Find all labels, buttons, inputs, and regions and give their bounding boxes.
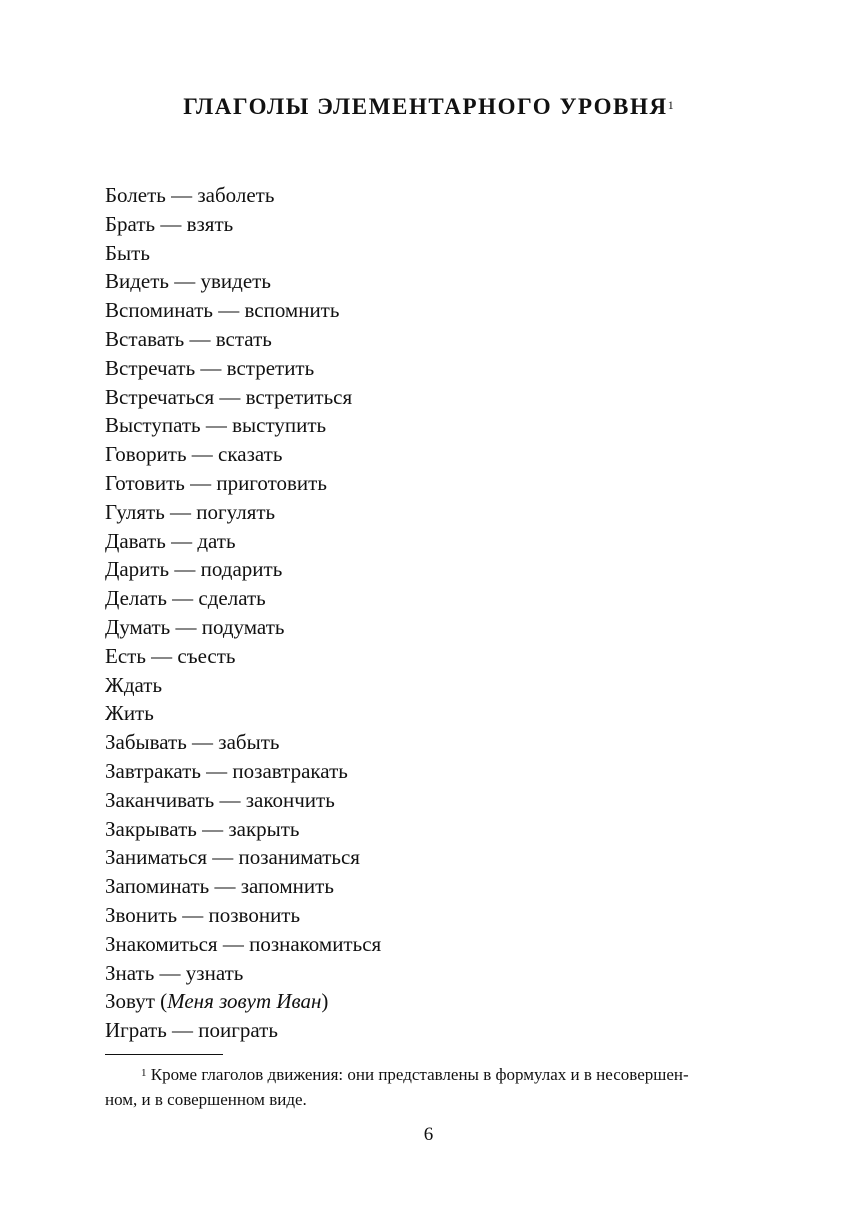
verb-item: Брать — взять [105, 211, 234, 236]
verb-item: Играть — поиграть [105, 1018, 278, 1043]
verb-item: Знакомиться — познакомиться [105, 931, 382, 956]
verb-item: Быть [105, 240, 150, 265]
verb-item: Ждать [105, 672, 163, 697]
verb-item: Дарить — подарить [105, 557, 283, 582]
footnote [105, 1062, 767, 1112]
verb-item: Выступать — выступить [105, 413, 327, 438]
verb-zovut-text: Зовут ( [105, 989, 168, 1014]
verb-item: Запоминать — запомнить [105, 874, 334, 899]
verb-zovut-close: ) [321, 989, 329, 1014]
verb-item: Заниматься — позаниматься [105, 845, 360, 870]
footnote-line-2: ном, и в совершенном виде. [105, 1090, 307, 1109]
verb-item: Знать — узнать [105, 960, 244, 985]
verb-item: Болеть — заболеть [105, 183, 275, 207]
verb-item: Есть — съесть [105, 643, 236, 668]
footnote-marker: 1 [141, 1067, 147, 1079]
verb-item-zovut [105, 987, 381, 1016]
verb-item: Говорить — сказать [105, 442, 283, 467]
page-title-text: ГЛАГОЛЫ ЭЛЕМЕНТАРНОГО УРОВНЯ [183, 94, 668, 119]
verb-item: Заканчивать — закончить [105, 787, 335, 812]
verb-item: Жить [105, 701, 154, 726]
verb-item: Закрывать — закрыть [105, 816, 300, 841]
verb-item: Забывать — забыть [105, 730, 280, 755]
verb-item: Встречать — встретить [105, 355, 315, 380]
verb-item: Вспоминать — вспомнить [105, 298, 340, 323]
verb-item: Делать — сделать [105, 586, 266, 611]
verb-item: Готовить — приготовить [105, 470, 327, 495]
verb-list [105, 181, 381, 1045]
verb-zovut-example: Меня зовут Иван [167, 989, 322, 1014]
verb-item: Думать — подумать [105, 614, 285, 639]
footnote-divider [105, 1054, 223, 1055]
verb-item: Давать — дать [105, 528, 236, 553]
page-title [0, 92, 857, 122]
page-number: 6 [423, 1124, 434, 1145]
footnote-text-1: Кроме глаголов движения: они представлены в формулах и в несовершен- [150, 1065, 689, 1084]
verb-item: Завтракать — позавтракать [105, 758, 348, 783]
verb-item: Гулять — погулять [105, 499, 276, 524]
footnote-reference: 1 [667, 98, 674, 112]
footnote-line-1 [105, 1062, 767, 1087]
verb-item: Видеть — увидеть [105, 269, 271, 294]
verb-item: Вставать — встать [105, 326, 272, 351]
verb-item: Встречаться — встретиться [105, 384, 353, 409]
verb-item: Звонить — позвонить [105, 902, 301, 927]
